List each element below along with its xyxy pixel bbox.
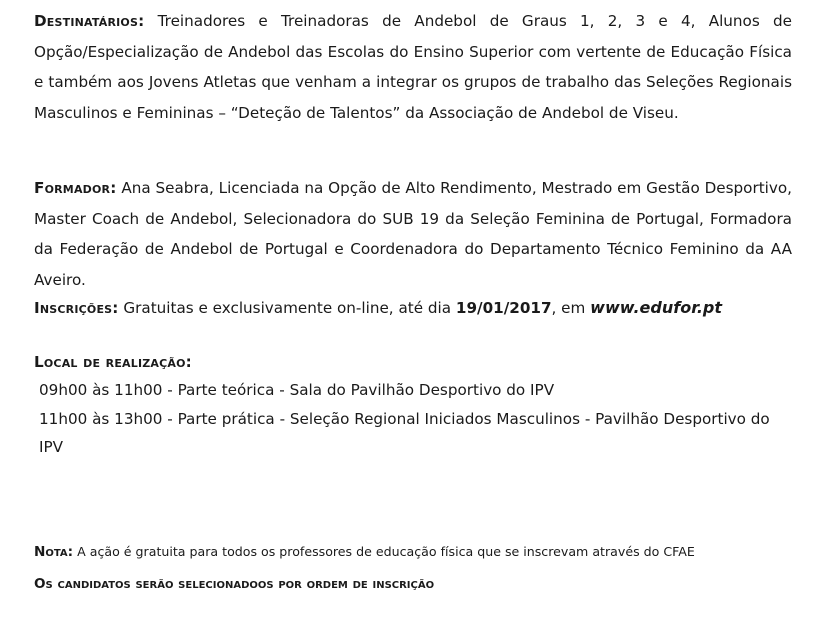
schedule-item-practice: 11h00 às 13h00 - Parte prática - Seleção Regional Iniciados Masculinos - Pavilhão Desportivo do IPV <box>39 409 770 456</box>
formador-label: Formador: <box>34 179 117 197</box>
inscricoes-paragraph <box>34 293 792 324</box>
formador-paragraph <box>34 173 792 295</box>
local-section <box>34 348 792 462</box>
nota-text: A ação é gratuita para todos os professores de educação física que se inscrevam através do CFAE <box>73 544 695 559</box>
candidatos-paragraph <box>34 571 792 597</box>
nota-paragraph <box>34 539 792 565</box>
destinatarios-label: Destinatários: <box>34 12 145 30</box>
inscricoes-deadline-date: 19/01/2017 <box>455 299 552 317</box>
candidatos-text: Os candidatos serão selecionadoos por ordem de inscrição <box>34 576 435 592</box>
destinatarios-paragraph <box>34 6 792 128</box>
nota-label: Nota: <box>34 544 74 560</box>
inscricoes-label: Inscrições: <box>34 299 119 317</box>
inscricoes-section <box>34 293 792 324</box>
schedule-item-theory: 09h00 às 11h00 - Parte teórica - Sala do Pavilhão Desportivo do IPV <box>39 381 555 399</box>
schedule-list <box>34 376 792 462</box>
destinatarios-section <box>34 6 792 128</box>
inscricoes-middle-text: , em <box>551 299 591 317</box>
inscricoes-text: Gratuitas e exclusivamente on-line, até dia <box>118 299 456 317</box>
website-link[interactable]: www.edufor.pt <box>590 298 722 317</box>
formador-section <box>34 173 792 295</box>
candidatos-section <box>34 571 792 597</box>
local-label: Local de realização: <box>34 353 192 371</box>
nota-section <box>34 539 792 565</box>
destinatarios-text: Treinadores e Treinadoras de Andebol de Graus 1, 2, 3 e 4, Alunos de Opção/Especialização de Andebol das Escolas do Ensino Superior com vertente de Educação Física e também aos Jovens Atletas que venham a integrar os grupos de trabalho das Seleções Regionais Masculinos e Femininas – “Deteção de Talentos” da Associação de Andebol de Viseu. <box>34 12 792 122</box>
formador-text: Ana Seabra, Licenciada na Opção de Alto Rendimento, Mestrado em Gestão Desportivo, Master Coach de Andebol, Selecionadora do SUB 19 da Seleção Feminina de Portugal, Formadora da Federação de Andebol de Portugal e Coordenadora do Departamento Técnico Feminino da AA Aveiro. <box>34 179 792 289</box>
